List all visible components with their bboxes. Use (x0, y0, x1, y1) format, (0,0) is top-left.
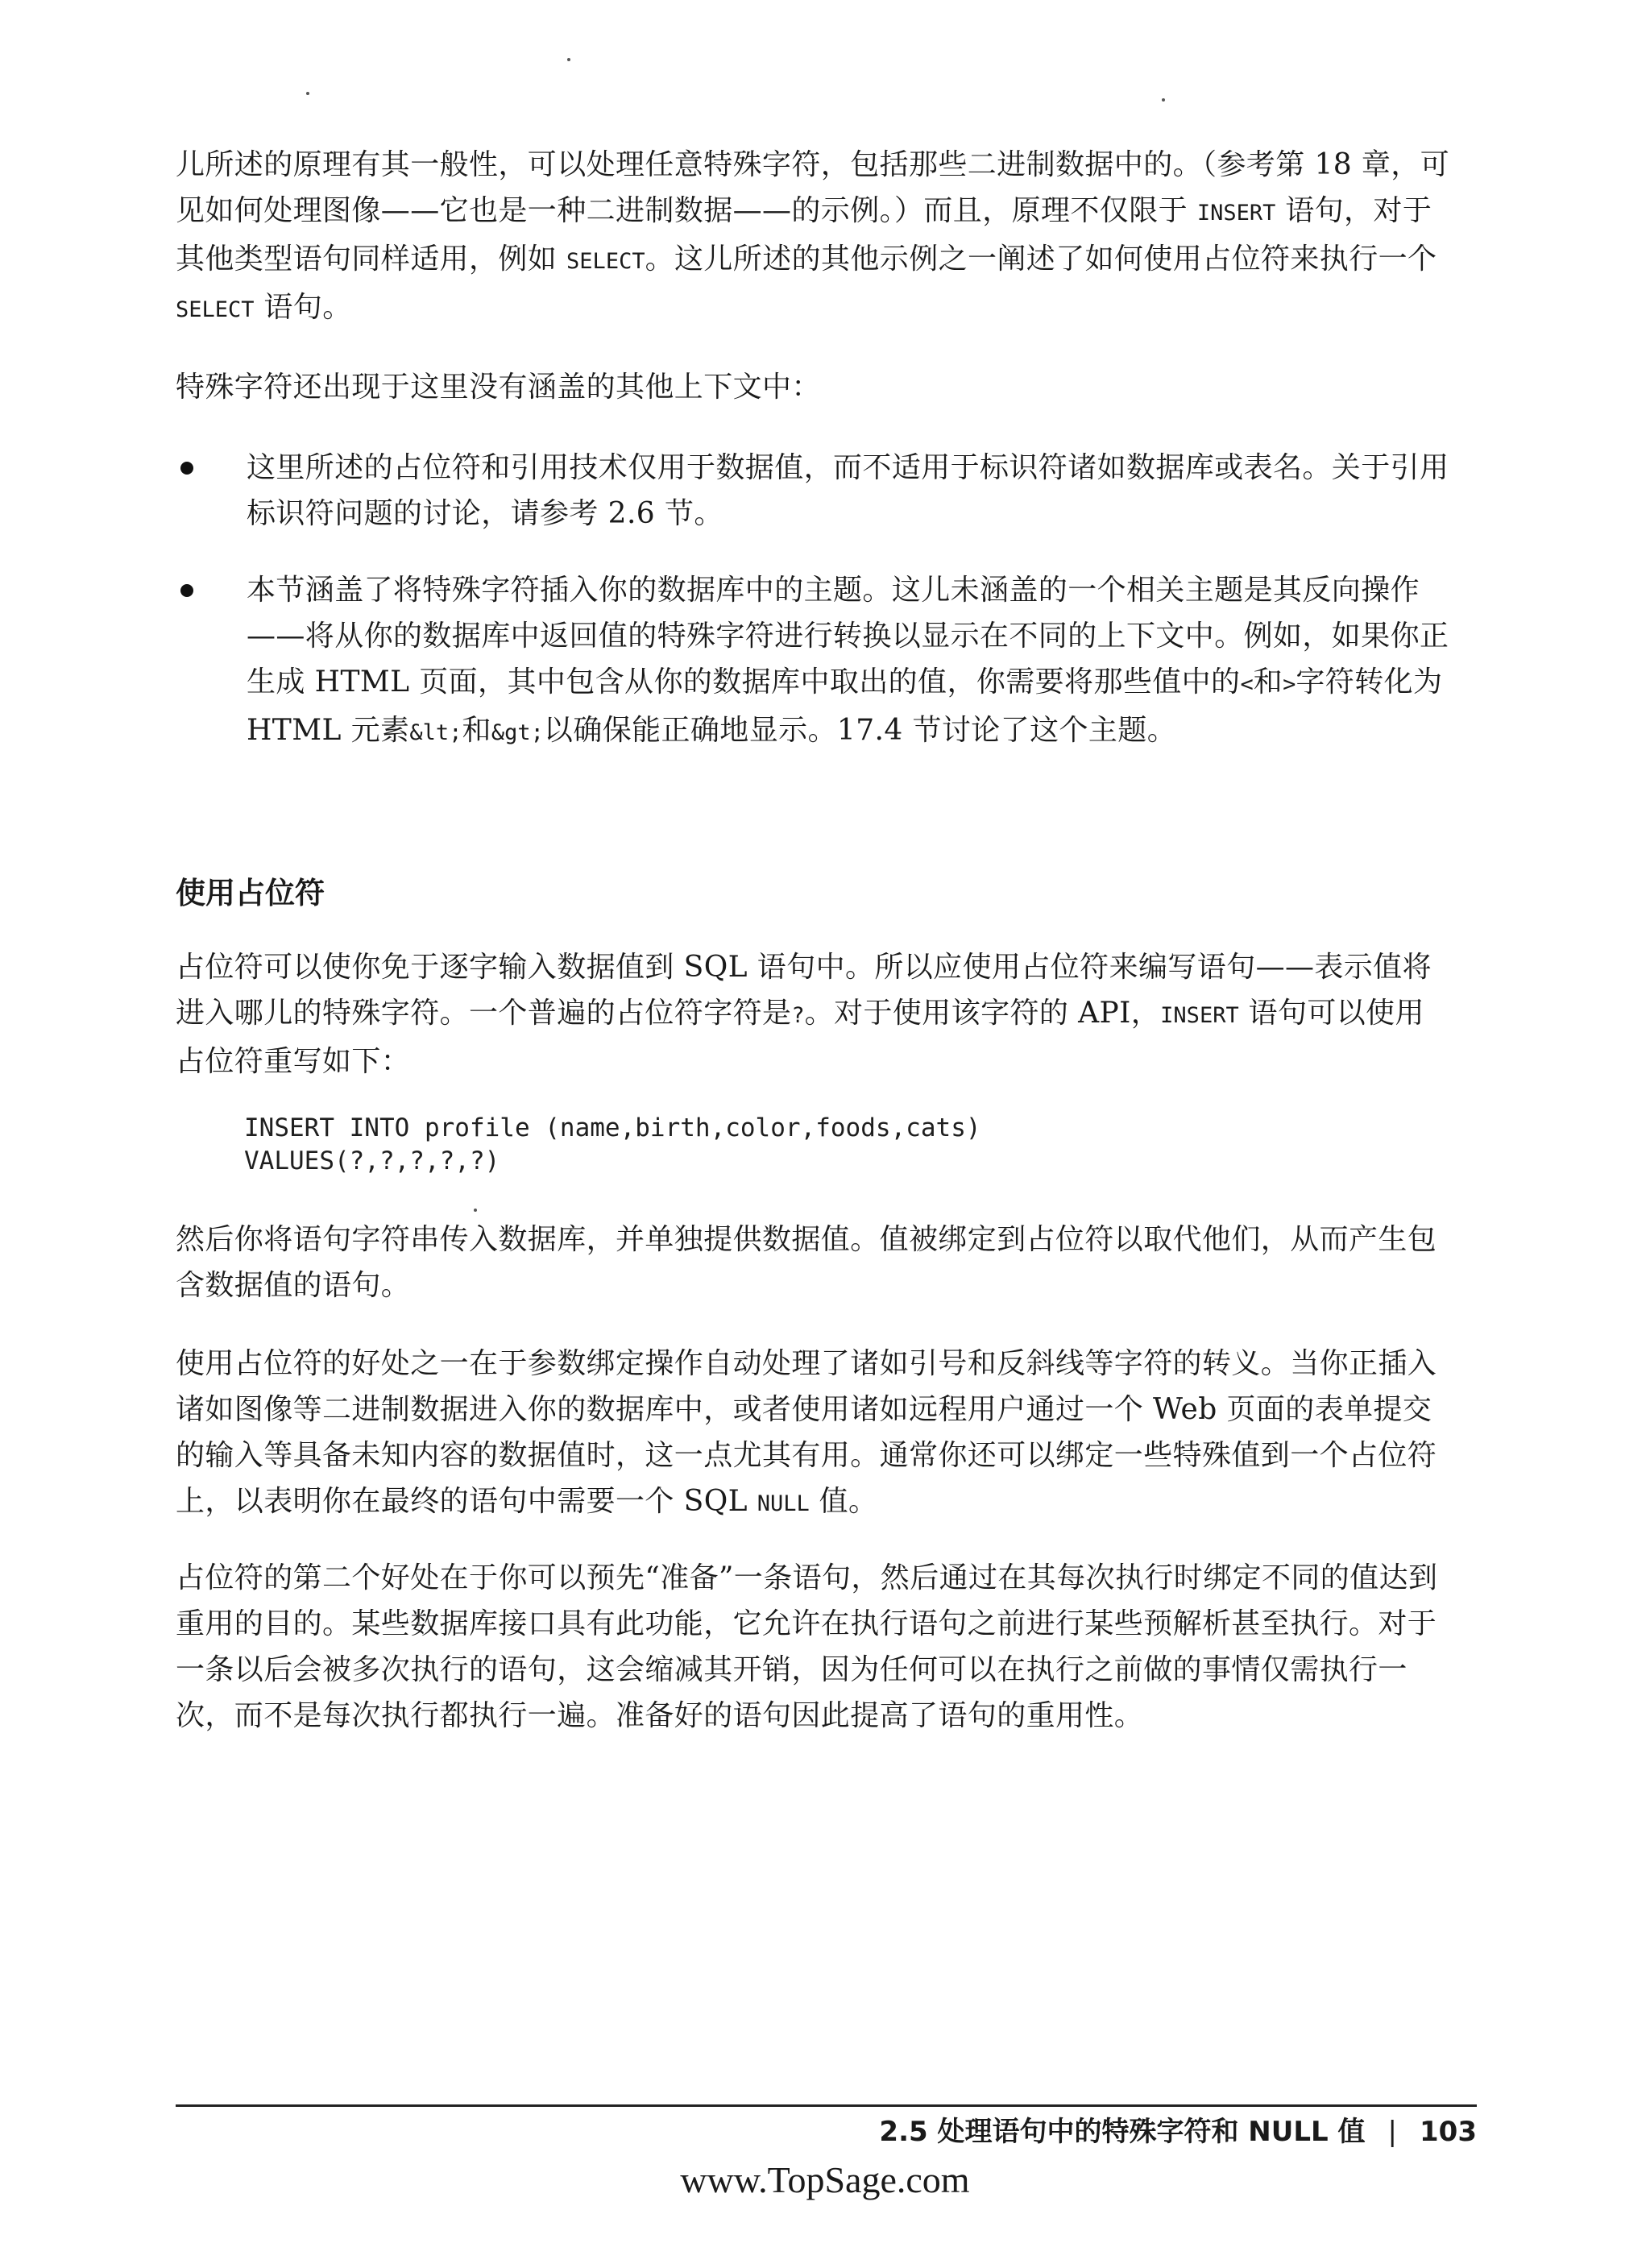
paragraph (176, 1217, 1450, 1308)
code-block (244, 1112, 981, 1178)
page-number: 103 (1420, 2116, 1477, 2148)
bullet-dot (180, 462, 193, 475)
inline-code: INSERT (1196, 201, 1276, 226)
text-run: 然后你将语句字符串传入数据库，并单独提供数据值。值被绑定到占位符以取代他们，从而产生包含数据值的语句。 (176, 1223, 1437, 1302)
inline-code: > (1283, 672, 1296, 697)
paragraph (176, 1341, 1450, 1527)
text-run: 和 (1253, 665, 1283, 699)
text-run: 占位符可以使你免于逐字输入数据值到 SQL 语句中。所以应使用占位符来编写语句——表示值将进入哪儿的特殊字符。一个普遍的占位符字符是 (176, 951, 1432, 1030)
footer-separator: | (1387, 2116, 1398, 2148)
paragraph (176, 364, 1450, 410)
inline-code: < (1240, 672, 1254, 697)
text-run: 语句可以使用占位符重写如下： (176, 997, 1424, 1078)
code-line: VALUES(?,?,?,?,?) (244, 1146, 500, 1175)
scan-speck (306, 92, 309, 95)
text-run: 字符转化为 HTML 元素 (247, 665, 1443, 747)
text-run: 占位符的第二个好处在于你可以预先“准备”一条语句，然后通过在其每次执行时绑定不同的值达到重用的目的。某些数据库接口具有此功能，它允许在执行语句之前进行某些预解析甚至执行。对于一条以后会被多次执行的语句，这会缩减其开销，因为任何可以在执行之前做的事情仅需执行一次，而不是每次执行都执行一遍。准备好的语句因此提高了语句的重用性。 (176, 1561, 1438, 1732)
body-text-placeholder-intro (176, 944, 1450, 1084)
text-run: 。对于使用该字符的 API， (804, 997, 1161, 1030)
text-run: 本节涵盖了将特殊字符插入你的数据库中的主题。这儿未涵盖的一个相关主题是其反向操作——将从你的数据库中返回值的特殊字符进行转换以显示在不同的上下文中。例如，如果你正生成 HTML 页面，其中包含从你的数据库中取出的值，你需要将那些值中的 (247, 574, 1449, 699)
scan-speck (567, 58, 570, 61)
text-run: 语句。 (254, 291, 352, 324)
footer-section-title: 2.5 处理语句中的特殊字符和 NULL 值 (879, 2116, 1366, 2148)
inline-code: INSERT (1160, 1003, 1239, 1028)
text-run: 特殊字符还出现于这里没有涵盖的其他上下文中： (176, 371, 821, 404)
scan-speck (1162, 98, 1165, 102)
inline-code: &gt; (491, 720, 544, 745)
inline-code: ? (791, 1003, 805, 1028)
scan-speck (474, 1209, 477, 1212)
list-item (176, 567, 1450, 756)
website-watermark: www.TopSage.com (680, 2159, 970, 2200)
section-heading: 使用占位符 (176, 876, 325, 910)
text-run: 使用占位符的好处之一在于参数绑定操作自动处理了诸如引号和反斜线等字符的转义。当你正插入诸如图像等二进制数据进入你的数据库中，或者使用诸如远程用户通过一个 Web 页面的表单提交的输入等具备未知内容的数据值时，这一点尤其有用。通常你还可以绑定一些特殊值到一个占位符上，以表明你在最终的语句中需要一个 SQL (176, 1347, 1437, 1518)
running-footer (879, 2114, 1477, 2150)
inline-code: NULL (757, 1491, 810, 1516)
text-run: 和 (462, 714, 491, 747)
bullet-dot (180, 584, 193, 597)
inline-code: &lt; (409, 720, 462, 745)
text-run: 。这儿所述的其他示例之一阐述了如何使用占位符来执行一个 (645, 243, 1437, 276)
text-run: 儿所述的原理有其一般性，可以处理任意特殊字符，包括那些二进制数据中的。（参考第 18 章，可见如何处理图像——它也是一种二进制数据——的示例。）而且，原理不仅限于 (176, 148, 1450, 227)
inline-code: SELECT (566, 249, 645, 274)
paragraph (176, 944, 1450, 1084)
paragraph (176, 142, 1450, 333)
text-run: 值。 (809, 1485, 878, 1518)
paragraph (176, 1555, 1450, 1739)
footer-rule (176, 2104, 1477, 2107)
text-run: 这里所述的占位符和引用技术仅用于数据值，而不适用于标识符诸如数据库或表名。关于引用标识符问题的讨论，请参考 2.6 节。 (247, 451, 1449, 530)
code-line: INSERT INTO profile (name,birth,color,foods,cats) (244, 1113, 981, 1142)
text-run: 语句，对于其他类型语句同样适用，例如 (176, 194, 1432, 276)
list-item (176, 445, 1450, 537)
inline-code: SELECT (176, 297, 255, 322)
list-item-text (247, 567, 1450, 756)
text-run: 以确保能正确地显示。17.4 节讨论了这个主题。 (543, 714, 1177, 747)
list-item-text (247, 445, 1450, 537)
